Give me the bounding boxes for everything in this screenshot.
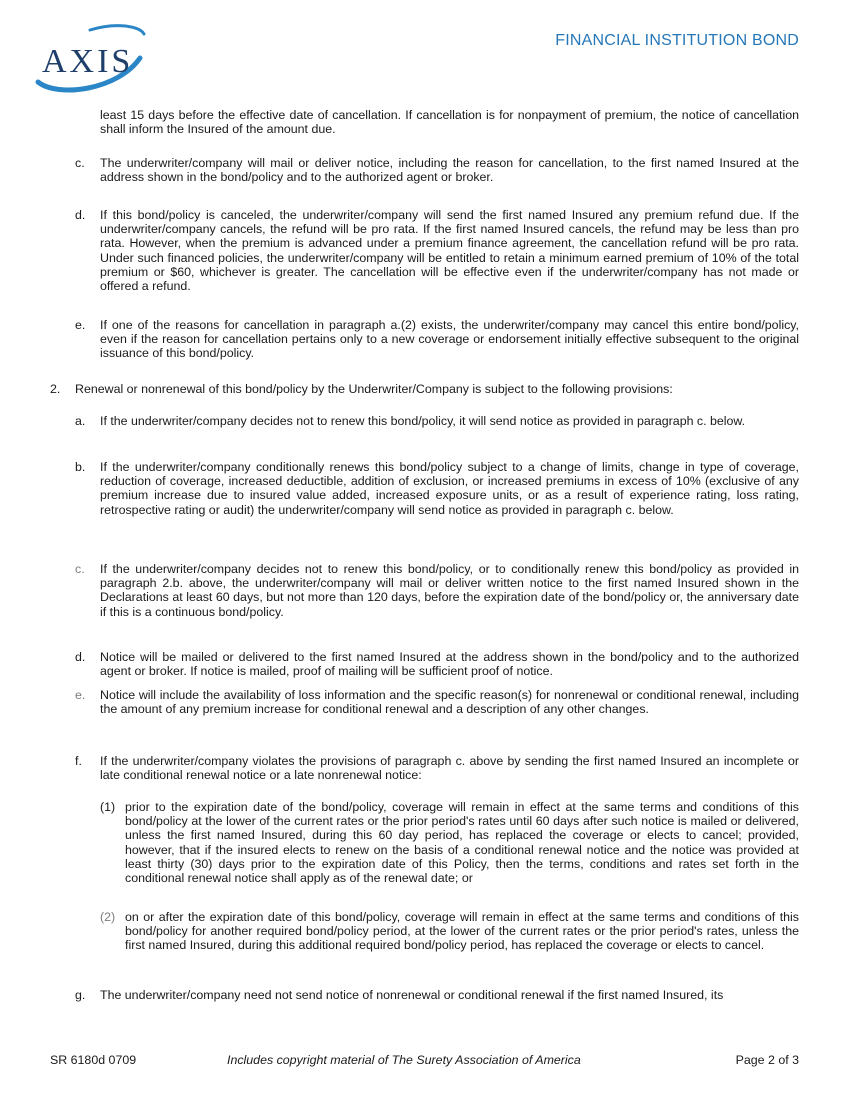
paragraph-2b: If the underwriter/company conditionally renews this bond/policy subject to a change of limits, change in type of coverage, reduction of coverage, increased deductible, addition of exclusion, or increased premiums in excess of 10% (exclusive of any premium increase due to insured value added, increased exposure units, or as a result of experience rating, loss rating, retrospective rating or audit) the underwriter/company will send notice as provided in paragraph c. below.	[100, 460, 799, 517]
item-label: b.	[75, 460, 86, 474]
page-number: Page 2 of 3	[735, 1053, 799, 1067]
paragraph-2g: The underwriter/company need not send notice of nonrenewal or conditional renewal if the first named Insured, its	[100, 988, 724, 1002]
paragraph-1d: If this bond/policy is canceled, the underwriter/company will send the first named Insured any premium refund due. If the underwriter/company cancels, the refund will be pro rata. If the first named Insured cancels, the refund may be less than pro rata. However, when the premium is advanced under a premium finance agreement, the cancellation refund will be pro rata. Under such financed policies, the underwriter/company will be entitled to retain a minimum earned premium of 10% of the total premium or $60, whichever is greater. The cancellation will be effective even if the underwriter/company has not made or offered a refund.	[100, 208, 799, 294]
document-title: FINANCIAL INSTITUTION BOND	[555, 32, 799, 49]
paragraph-1c: The underwriter/company will mail or deliver notice, including the reason for cancellation, to the first named Insured at the address shown in the bond/policy and to the authorized agent or broker.	[100, 156, 799, 185]
paragraph-2c: If the underwriter/company decides not to renew this bond/policy, or to conditionally renew this bond/policy as provided in paragraph 2.b. above, the underwriter/company will mail or deliver written notice to the first named Insured shown in the Declarations at least 60 days, but not more than 120 days, before the expiration date of the bond/policy or, the anniversary date if this is a continuous bond/policy.	[100, 562, 799, 619]
paragraph-2e: Notice will include the availability of loss information and the specific reason(s) for nonrenewal or conditional renewal, including the amount of any premium increase for conditional renewal and a description of any other changes.	[100, 688, 799, 717]
logo-text: AXIS	[42, 43, 134, 80]
section-label: 2.	[50, 382, 61, 396]
item-label: e.	[75, 688, 86, 702]
paragraph-2d: Notice will be mailed or delivered to the first named Insured at the address shown in the bond/policy and to the authorized agent or broker. If notice is mailed, proof of mailing will be sufficient proof of notice.	[100, 650, 799, 679]
paragraph-2f: If the underwriter/company violates the provisions of paragraph c. above by sending the first named Insured an incomplete or late conditional renewal notice or a late nonrenewal notice:	[100, 754, 799, 783]
item-label: e.	[75, 318, 86, 332]
axis-logo	[28, 20, 148, 96]
item-label: g.	[75, 988, 86, 1002]
paragraph-2f-1: prior to the expiration date of the bond/policy, coverage will remain in effect at the same terms and conditions of this bond/policy at the lower of the current rates or the prior period's rates until 60 days after such notice is mailed or delivered, unless the first named Insured, during this 60 day period, has replaced the coverage or elects to cancel; provided, however, that if the insured elects to renew on the basis of a conditional renewal notice and the notice was provided at least thirty (30) days prior to the expiration date of this Policy, then the terms, conditions and rates set forth in the conditional renewal notice shall apply as of the renewal date; or	[125, 800, 799, 886]
paragraph-1e: If one of the reasons for cancellation in paragraph a.(2) exists, the underwriter/company may cancel this entire bond/policy, even if the reason for cancellation pertains only to a new coverage or endorsement initially effective subsequent to the original issuance of this bond/policy.	[100, 318, 799, 361]
section-2-intro: Renewal or nonrenewal of this bond/policy by the Underwriter/Company is subject to the following provisions:	[75, 382, 673, 396]
form-number: SR 6180d 0709	[50, 1053, 137, 1067]
sub-item-label: (2)	[100, 910, 116, 924]
item-label: f.	[75, 754, 82, 768]
sub-item-label: (1)	[100, 800, 116, 814]
item-label: d.	[75, 208, 86, 222]
paragraph-2f-2: on or after the expiration date of this bond/policy, coverage will remain in effect at the same terms and conditions of this bond/policy for another required bond/policy period, at the lower of the current rates or the prior period's rates, unless the first named Insured, during this additional required bond/policy period, has replaced the coverage or elects to cancel.	[125, 910, 799, 953]
continued-paragraph: least 15 days before the effective date of cancellation. If cancellation is for nonpayment of premium, the notice of cancellation shall inform the Insured of the amount due.	[100, 108, 799, 137]
item-label: d.	[75, 650, 86, 664]
item-label: c.	[75, 156, 85, 170]
paragraph-2a: If the underwriter/company decides not to renew this bond/policy, it will send notice as provided in paragraph c. below.	[100, 414, 746, 428]
item-label: c.	[75, 562, 85, 576]
item-label: a.	[75, 414, 86, 428]
copyright-notice: Includes copyright material of The Surety Association of America	[227, 1053, 581, 1067]
